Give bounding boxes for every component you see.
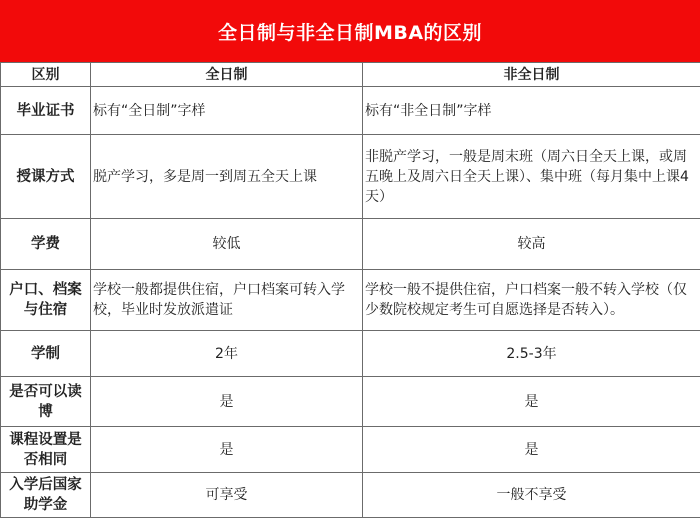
full-time-cell: 2年 [91,331,363,377]
part-time-cell: 一般不享受 [363,473,700,518]
row-label: 毕业证书 [1,87,91,135]
row-label: 课程设置是否相同 [1,427,91,473]
full-time-cell: 标有“全日制”字样 [91,87,363,135]
part-time-cell: 学校一般不提供住宿，户口档案一般不转入学校（仅少数院校规定考生可自愿选择是否转入）。 [363,270,700,331]
part-time-cell: 是 [363,377,700,427]
part-time-cell: 较高 [363,219,700,270]
table-row [1,87,700,135]
part-time-cell: 是 [363,427,700,473]
row-label: 户口、档案与住宿 [1,270,91,331]
comparison-table [0,62,700,518]
full-time-cell: 较低 [91,219,363,270]
table-row [1,377,700,427]
table-row [1,473,700,518]
full-time-cell: 学校一般都提供住宿，户口档案可转入学校，毕业时发放派遣证 [91,270,363,331]
part-time-cell: 2.5-3年 [363,331,700,377]
row-label: 学制 [1,331,91,377]
table-row [1,427,700,473]
row-label: 入学后国家助学金 [1,473,91,518]
full-time-cell: 是 [91,427,363,473]
header-part-time: 非全日制 [363,63,700,87]
row-label: 是否可以读博 [1,377,91,427]
table-row [1,219,700,270]
header-full-time: 全日制 [91,63,363,87]
header-category: 区别 [1,63,91,87]
table-row [1,135,700,219]
row-label: 学费 [1,219,91,270]
full-time-cell: 是 [91,377,363,427]
table-row [1,270,700,331]
full-time-cell: 可享受 [91,473,363,518]
table-row [1,331,700,377]
page-title: 全日制与非全日制MBA的区别 [0,0,700,62]
table-header-row [1,63,700,87]
part-time-cell: 标有“非全日制”字样 [363,87,700,135]
full-time-cell: 脱产学习，多是周一到周五全天上课 [91,135,363,219]
row-label: 授课方式 [1,135,91,219]
part-time-cell: 非脱产学习，一般是周末班（周六日全天上课，或周五晚上及周六日全天上课）、集中班（每月集中上课4天） [363,135,700,219]
